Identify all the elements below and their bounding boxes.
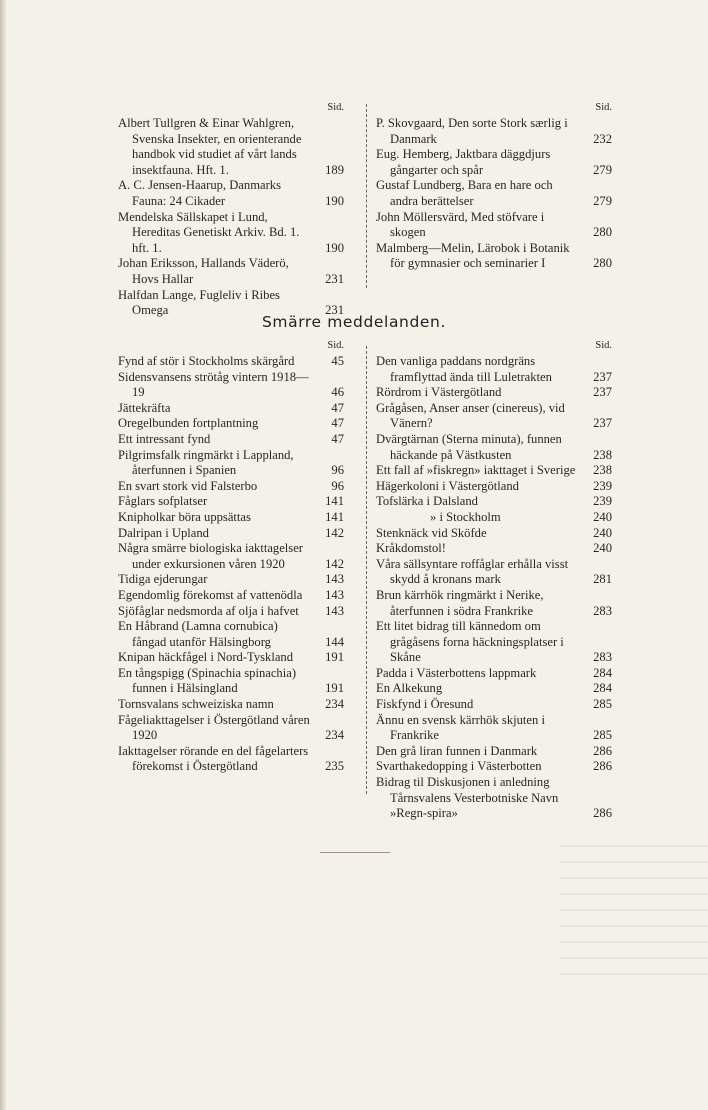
page-number: 234	[325, 728, 344, 743]
page-number: 279	[593, 162, 612, 177]
toc-entry[interactable]: Stenknäck vid Sköfde 240	[376, 525, 612, 540]
end-rule	[320, 852, 390, 853]
page-number: 141	[325, 494, 344, 509]
page-number: 142	[325, 525, 344, 540]
page-number: 191	[325, 650, 344, 665]
toc-entry[interactable]: Knipholkar böra uppsättas 141	[118, 509, 344, 524]
page-number: 96	[331, 463, 344, 478]
page-number: 285	[593, 697, 612, 712]
toc-entry[interactable]: P. Skovgaard, Den sorte Stork særlig i Danmark 232	[376, 116, 612, 146]
toc-entry[interactable]: Hägerkoloni i Västergötland 239	[376, 478, 612, 493]
page-number: 47	[331, 400, 344, 415]
page-number: 237	[593, 385, 612, 400]
toc-entry[interactable]: Pilgrimsfalk ringmärkt i Lappland, återfunnen i Spanien 96	[118, 447, 344, 478]
toc-entry[interactable]: Svarthakedopping i Västerbotten 286	[376, 759, 612, 774]
column-divider	[366, 346, 367, 794]
page-number: 286	[593, 759, 612, 774]
toc-entry[interactable]: Tornsvalans schweiziska namn 234	[118, 697, 344, 712]
page-number: 286	[593, 806, 612, 821]
bottom-right-column	[376, 340, 612, 822]
toc-entry[interactable]: Mendelska Sällskapet i Lund, Hereditas Genetiskt Arkiv. Bd. 1. hft. 1. 190	[118, 209, 344, 255]
toc-entry[interactable]: En Alkekung 284	[376, 681, 612, 696]
toc-entry[interactable]: Knipan häckfågel i Nord-Tyskland 191	[118, 650, 344, 665]
page-number: 240	[593, 541, 612, 556]
page-number: 191	[325, 681, 344, 696]
toc-entry[interactable]: Egendomlig förekomst af vattenödla 143	[118, 587, 344, 602]
page-number: 283	[593, 650, 612, 665]
bottom-left-column	[118, 340, 344, 775]
sid-label: Sid.	[327, 340, 344, 351]
toc-entry[interactable]: En tångspigg (Spinachia spinachia) funnen i Hälsingland 191	[118, 665, 344, 696]
toc-entry[interactable]: Albert Tullgren & Einar Wahlgren, Svenska Insekter, en orienterande handbok vid studiet af vårt lands insektfauna. Hft. 1. 189	[118, 116, 344, 177]
toc-entry[interactable]: Fiskfynd i Öresund 285	[376, 697, 612, 712]
page-number: 240	[593, 525, 612, 540]
page-number: 189	[325, 162, 344, 177]
column-divider	[366, 104, 367, 288]
page-number: 46	[331, 385, 344, 400]
toc-entry[interactable]: En svart stork vid Falsterbo 96	[118, 478, 344, 493]
toc-entry[interactable]: Halfdan Lange, Fugleliv i Ribes Omega 231	[118, 287, 344, 318]
toc-entry[interactable]: Fynd af stör i Stockholms skärgård 45	[118, 354, 344, 368]
page-number: 284	[593, 681, 612, 696]
toc-entry[interactable]: Johan Eriksson, Hallands Väderö, Hovs Hallar 231	[118, 256, 344, 286]
toc-entry[interactable]: Tidiga ejderungar 143	[118, 572, 344, 587]
page-number: 190	[325, 240, 344, 255]
page-number: 232	[593, 131, 612, 146]
page-number: 237	[593, 416, 612, 431]
page-number: 280	[593, 225, 612, 240]
page-number: 231	[325, 303, 344, 318]
toc-entry[interactable]: Jättekräfta 47	[118, 400, 344, 415]
toc-entry[interactable]: John Möllersvärd, Med stöfvare i skogen 280	[376, 209, 612, 240]
top-left-column	[118, 102, 344, 319]
page-number: 143	[325, 587, 344, 602]
toc-entry[interactable]: Oregelbunden fortplantning 47	[118, 416, 344, 431]
toc-entry[interactable]: Grågåsen, Anser anser (cinereus), vid Vänern? 237	[376, 400, 612, 431]
bleed-through	[560, 845, 708, 985]
page-number: 143	[325, 572, 344, 587]
page-number: 280	[593, 256, 612, 271]
page-number: 45	[331, 354, 344, 368]
toc-entry[interactable]: Dvärgtärnan (Sterna minuta), funnen häckande på Västkusten 238	[376, 431, 612, 462]
page-number: 234	[325, 697, 344, 712]
toc-entry[interactable]: En Håbrand (Lamna cornubica) fångad utanför Hälsingborg 144	[118, 619, 344, 649]
toc-entry[interactable]: Sidensvansens strötåg vintern 1918—19 46	[118, 369, 344, 400]
toc-entry[interactable]: A. C. Jensen-Haarup, Danmarks Fauna: 24 Cikader 190	[118, 178, 344, 208]
toc-entry[interactable]: Fågeliakttagelser i Östergötland våren 1920 234	[118, 712, 344, 743]
page-number: 141	[325, 509, 344, 524]
page-number: 279	[593, 193, 612, 208]
toc-entry[interactable]: Fåglars sofplatser 141	[118, 494, 344, 509]
sid-label: Sid.	[595, 102, 612, 113]
toc-entry[interactable]: Ett litet bidrag till kännedom om grågåsens forna häckningsplatser i Skåne 283	[376, 619, 612, 665]
page-number: 231	[325, 271, 344, 286]
toc-entry[interactable]: Tofslärka i Dalsland 239	[376, 494, 612, 509]
page-number: 284	[593, 665, 612, 680]
page-number: 47	[331, 431, 344, 446]
page-number: 143	[325, 603, 344, 618]
page-number: 144	[325, 634, 344, 649]
toc-entry[interactable]: Dalripan i Upland 142	[118, 525, 344, 540]
page-number: 285	[593, 728, 612, 743]
toc-entry[interactable]: Våra sällsyntare roffåglar erhålla visst skydd å kronans mark 281	[376, 556, 612, 587]
top-right-column	[376, 102, 612, 272]
page-number: 238	[593, 447, 612, 462]
toc-entry[interactable]: Sjöfåglar nedsmorda af olja i hafvet 143	[118, 603, 344, 618]
page-number: 238	[593, 463, 612, 478]
toc-entry[interactable]: Rördrom i Västergötland 237	[376, 385, 612, 400]
toc-entry[interactable]: » i Stockholm 240	[430, 509, 612, 524]
page-number: 96	[331, 478, 344, 493]
page-number: 239	[593, 478, 612, 493]
page-number: 142	[325, 556, 344, 571]
toc-entry[interactable]: Gustaf Lundberg, Bara en hare och andra berättelser 279	[376, 178, 612, 208]
toc-entry[interactable]: Malmberg—Melin, Lärobok i Botanik för gymnasier och seminarier I 280	[376, 240, 612, 271]
toc-entry[interactable]: Några smärre biologiska iakttagelser under exkursionen våren 1920 142	[118, 541, 344, 571]
page-number: 190	[325, 193, 344, 208]
toc-entry[interactable]: Den vanliga paddans nordgräns framflyttad ända till Luletrakten 237	[376, 354, 612, 384]
toc-entry[interactable]: Ett fall af »fiskregn» iakttaget i Sverige 238	[376, 463, 612, 478]
page-edge	[0, 0, 6, 1110]
toc-entry[interactable]: Ännu en svensk kärrhök skjuten i Frankrike 285	[376, 712, 612, 743]
toc-entry[interactable]: Padda i Västerbottens lappmark 284	[376, 665, 612, 680]
page-number: 281	[593, 572, 612, 587]
toc-entry[interactable]: Iakttagelser rörande en del fågelarters förekomst i Östergötland 235	[118, 743, 344, 774]
page-number: 235	[325, 759, 344, 774]
toc-entry[interactable]: Den grå liran funnen i Danmark 286	[376, 743, 612, 758]
sid-label: Sid.	[595, 340, 612, 351]
page-number: 286	[593, 743, 612, 758]
section-heading: Smärre meddelanden.	[261, 313, 447, 331]
toc-entry[interactable]: Bidrag til Diskusjonen i anledning Tårnsvalens Vesterbotniske Navn »Regn-spira» 286	[376, 775, 612, 821]
toc-entry[interactable]: Eug. Hemberg, Jaktbara däggdjurs gångarter och spår 279	[376, 147, 612, 177]
sid-label: Sid.	[327, 102, 344, 113]
page-number: 239	[593, 494, 612, 509]
page-number: 47	[331, 416, 344, 431]
toc-entry[interactable]: Brun kärrhök ringmärkt i Nerike, återfunnen i södra Frankrike 283	[376, 587, 612, 618]
page-number: 283	[593, 603, 612, 618]
toc-entry[interactable]: Kråkdomstol! 240	[376, 541, 612, 556]
page-number: 237	[593, 369, 612, 384]
toc-entry[interactable]: Ett intressant fynd 47	[118, 431, 344, 446]
page-number: 240	[593, 509, 612, 524]
